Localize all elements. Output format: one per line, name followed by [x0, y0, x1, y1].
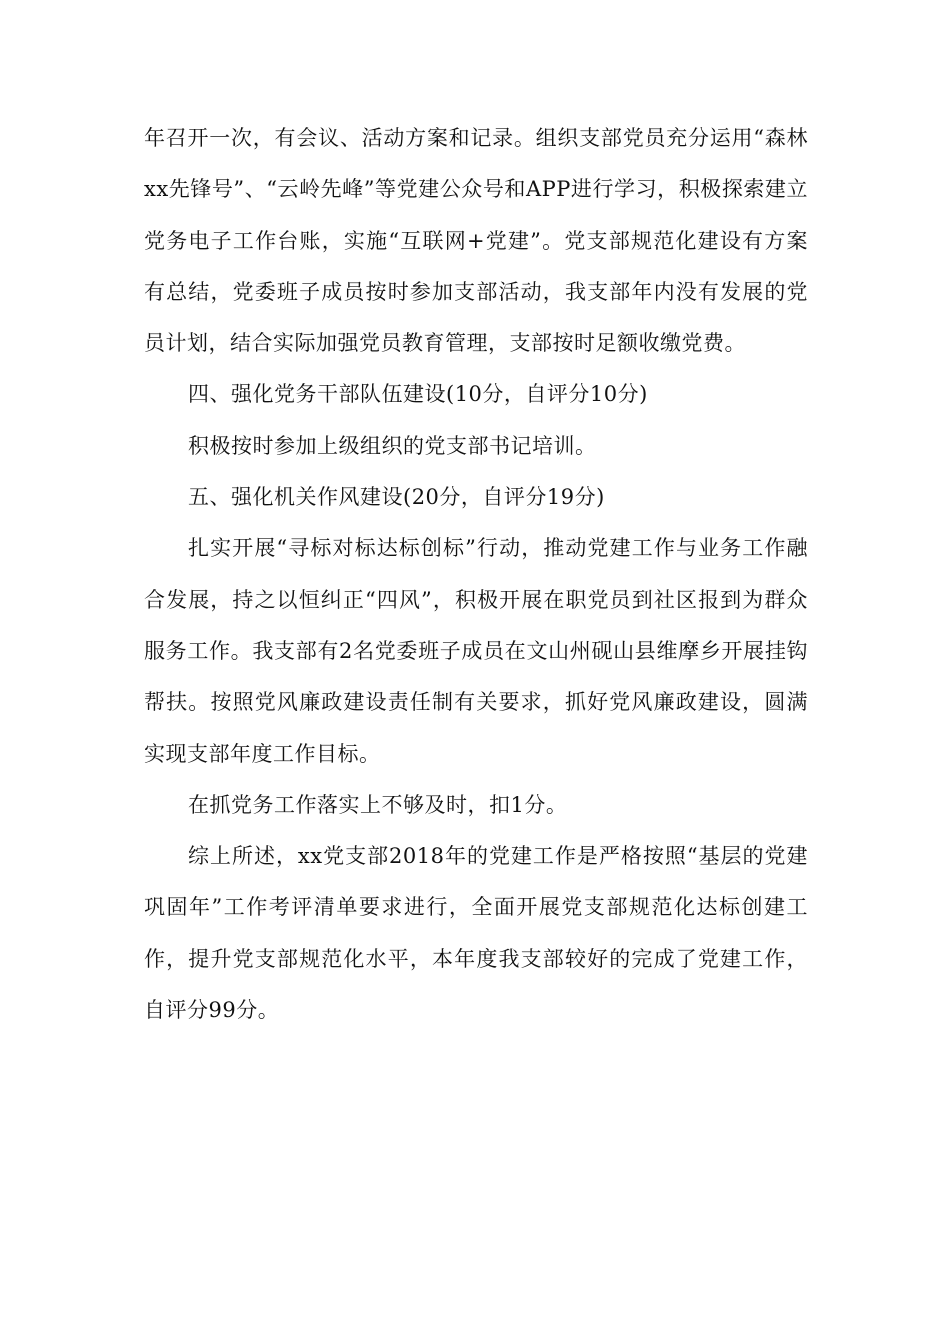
paragraph-continuation: 年召开一次，有会议、活动方案和记录。组织支部党员充分运用“森林xx先锋号”、“云岭先峰”等党建公众号和APP进行学习，积极探索建立党务电子工作台账，实施“互联网+党建”。党支部规范化建设有方案有总结，党委班子成员按时参加支部活动，我支部年内没有发展的党员计划，结合实际加强党员教育管理，支部按时足额收缴党费。 [144, 126, 808, 356]
paragraph-summary: 综上所述，xx党支部2018年的党建工作是严格按照“基层的党建巩固年”工作考评清单要求进行，全面开展党支部规范化达标创建工作，提升党支部规范化水平，本年度我支部较好的完成了党建工作，自评分99分。 [144, 844, 808, 1023]
section-heading-4: 四、强化党务干部队伍建设(10分，自评分10分) [188, 382, 648, 407]
section-heading-5: 五、强化机关作风建设(20分，自评分19分) [188, 485, 605, 510]
paragraph-section-5: 扎实开展“寻标对标达标创标”行动，推动党建工作与业务工作融合发展，持之以恒纠正“四风”，积极开展在职党员到社区报到为群众服务工作。我支部有2名党委班子成员在文山州砚山县维摩乡开展挂钩帮扶。按照党风廉政建设责任制有关要求，抓好党风廉政建设，圆满实现支部年度工作目标。 [144, 536, 808, 766]
document-page [144, 113, 808, 1036]
paragraph-deduction: 在抓党务工作落实上不够及时，扣1分。 [188, 792, 568, 817]
paragraph-section-4: 积极按时参加上级组织的党支部书记培训。 [188, 433, 597, 458]
